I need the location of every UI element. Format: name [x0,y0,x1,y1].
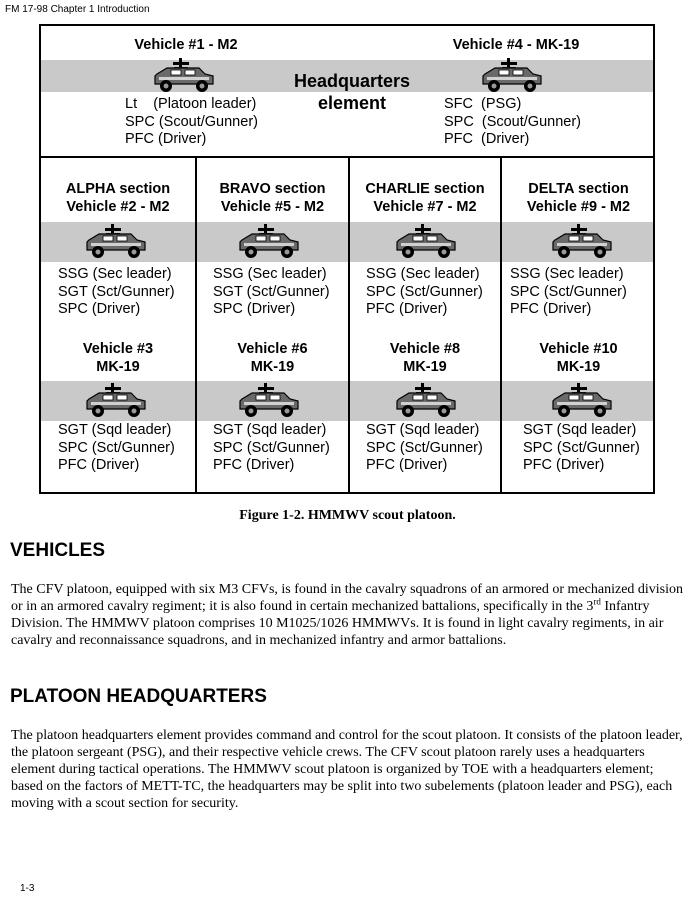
crew-member: SSG (Sec leader) [58,266,172,282]
vehicles-paragraph [11,581,687,649]
crew-member: SPC (Sct/Gunner) [523,439,640,456]
figure-caption: Figure 1-2. HMMWV scout platoon. [239,508,456,523]
crew-member: SGT (Sqd leader) [366,422,480,438]
page-number: 1-3 [20,883,35,894]
crew-member: SPC (Sct/Gunner) [366,439,483,456]
crew-member: SFC (PSG) [444,96,522,112]
crew-member: SGT (Sqd leader) [58,422,172,438]
hmmwv-mk19-icon [234,381,304,419]
charlie-vehicle-8-title [350,340,500,376]
hmmwv-m2-icon [547,222,617,260]
section-name: BRAVO section [219,181,326,197]
crew-member: PFC (Driver) [444,131,530,147]
vehicle-title: Vehicle #3 [82,341,154,357]
crew-member: PFC (Driver) [366,301,448,317]
vehicle-weapon: MK-19 [556,359,601,375]
alpha-section-title [41,180,195,216]
vehicles-heading: VEHICLES [10,540,106,561]
vehicles-text-superscript: rd [593,596,601,607]
crew-member: SPC (Sct/Gunner) [510,283,627,300]
vehicles-text-part1: The CFV platoon, equipped with six M3 CFVs, is found in the cavalry squadrons of an armored or mechanized division or in an armored cavalry regiment; it is also found in certain mechanized battalions, specifically in the 3 [11,582,684,614]
hmmwv-m2-icon [149,56,219,94]
vehicle-title: Vehicle #10 [539,341,618,357]
crew-member: PFC (Driver) [213,457,295,473]
crew-member: SSG (Sec leader) [366,266,480,282]
bravo-vehicle-5-crew [213,266,330,319]
crew-member: SPC (Sct/Gunner) [366,283,483,300]
vehicle-title: Vehicle #8 [389,341,461,357]
vehicle-weapon: MK-19 [250,359,295,375]
crew-member: SPC (Scout/Gunner) [125,113,258,130]
vehicle-title: Vehicle #6 [237,341,308,357]
delta-vehicle-9-crew [510,266,627,319]
vehicle-title: Vehicle #9 - M2 [526,199,631,215]
crew-member: PFC (Driver) [58,457,140,473]
vehicle-title: Vehicle #2 - M2 [66,199,170,215]
alpha-vehicle-2-crew [58,266,175,319]
vehicle-1-title: Vehicle #1 - M2 [134,37,238,53]
hq-divider [41,156,653,158]
section-name: DELTA section [528,181,629,197]
hq-element-label [277,70,427,114]
section-name: CHARLIE section [365,181,485,197]
charlie-section-title [350,180,500,216]
platoon-headquarters-heading: PLATOON HEADQUARTERS [10,686,267,707]
crew-member: SGT (Sct/Gunner) [58,283,175,300]
charlie-vehicle-8-crew [366,422,483,475]
running-header: FM 17-98 Chapter 1 Introduction [5,4,150,15]
delta-section-title [502,180,655,216]
section-name: ALPHA section [65,181,171,197]
bravo-section-title [197,180,348,216]
crew-member: SPC (Driver) [213,301,296,317]
hq-label-line2: element [317,93,387,113]
delta-vehicle-10-crew [523,422,640,475]
platoon-organization-figure [39,24,655,494]
vehicle-4-title: Vehicle #4 - MK-19 [452,37,580,53]
delta-vehicle-10-title [502,340,655,376]
crew-member: SPC (Driver) [58,301,141,317]
crew-member: SGT (Sqd leader) [523,422,637,438]
vehicle-1-crew [125,96,258,149]
hmmwv-m2-icon [391,222,461,260]
bravo-vehicle-6-title [197,340,348,376]
alpha-vehicle-3-crew [58,422,175,475]
crew-member: Lt (Platoon leader) [125,96,257,112]
vehicle-title: Vehicle #7 - M2 [373,199,477,215]
vehicles-text-part2: Infantry Division. The HMMWV platoon comprises 10 M1025/1026 HMMWVs. It is found in light cavalry regiments, in air cavalry and reconnaissance squadrons, and in mechanized infantry and armor battalions. [11,599,664,648]
vehicle-title: Vehicle #5 - M2 [220,199,325,215]
hmmwv-mk19-icon [477,56,547,94]
hmmwv-m2-icon [81,222,151,260]
crew-member: PFC (Driver) [523,457,605,473]
crew-member: SSG (Sec leader) [510,266,624,282]
crew-member: SPC (Sct/Gunner) [213,439,330,456]
hmmwv-m2-icon [234,222,304,260]
crew-member: SGT (Sqd leader) [213,422,327,438]
hmmwv-mk19-icon [547,381,617,419]
crew-member: PFC (Driver) [510,301,592,317]
platoon-headquarters-paragraph: The platoon headquarters element provides command and control for the scout platoon. It consists of the platoon leader, the platoon sergeant (PSG), and their respective vehicle crews. The CFV scout platoon rarely uses a headquarters element during tactical operations. The HMMWV scout platoon is organized by TOE with a headquarters element; based on the factors of METT-TC, the headquarters may be split into two subelements (platoon leader and PSG), each moving with a scout section for security. [11,728,683,811]
vehicle-weapon: MK-19 [96,359,140,375]
charlie-vehicle-7-crew [366,266,483,319]
crew-member: SPC (Scout/Gunner) [444,113,581,130]
vehicle-4-crew [444,96,581,149]
hmmwv-mk19-icon [391,381,461,419]
crew-member: SPC (Sct/Gunner) [58,439,175,456]
hq-label-line1: Headquarters [293,71,411,91]
crew-member: PFC (Driver) [366,457,448,473]
bravo-vehicle-6-crew [213,422,330,475]
crew-member: SGT (Sct/Gunner) [213,283,330,300]
crew-member: SSG (Sec leader) [213,266,327,282]
vehicle-weapon: MK-19 [403,359,447,375]
crew-member: PFC (Driver) [125,131,207,147]
alpha-vehicle-3-title [41,340,195,376]
hmmwv-mk19-icon [81,381,151,419]
